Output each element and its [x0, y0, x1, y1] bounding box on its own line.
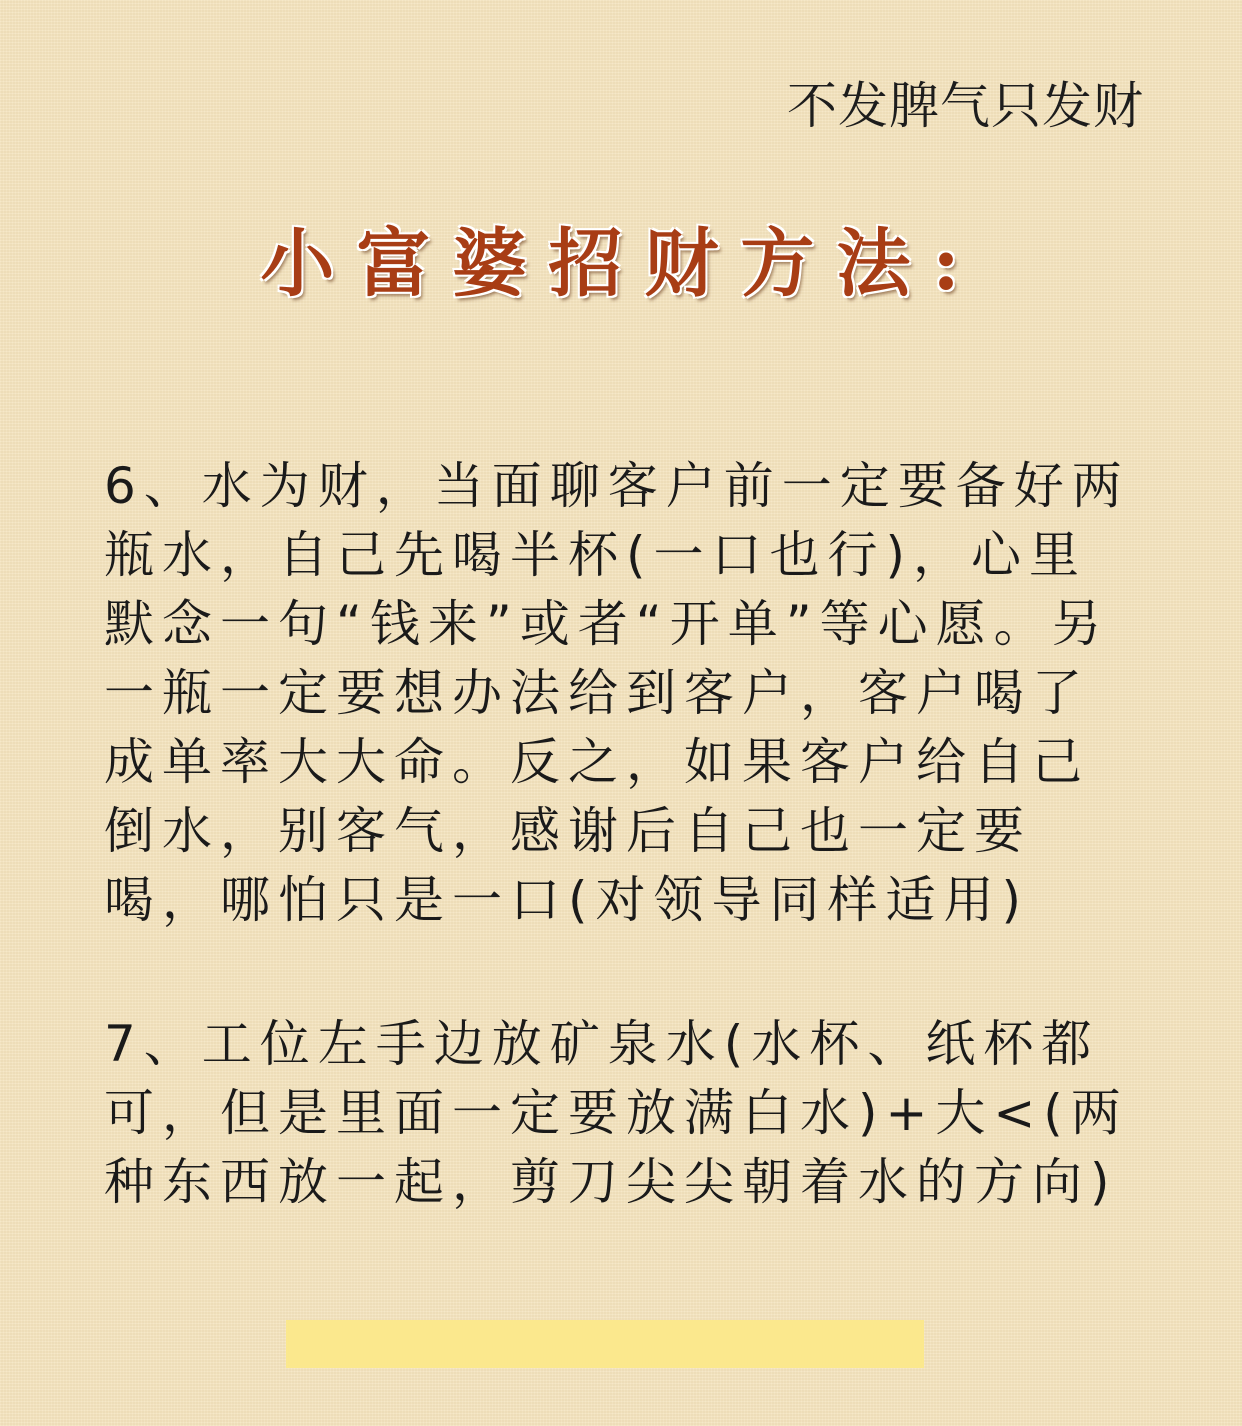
tip-paragraph-6: 6、水为财，当面聊客户前一定要备好两瓶水，自己先喝半杯(一口也行)，心里默念一句“钱来”或者“开单”等心愿。另一瓶一定要想办法给到客户，客户喝了成单率大大命。反之，如果客户给自己倒水，别客气，感谢后自己也一定要喝，哪怕只是一口(对领导同样适用) [104, 457, 1130, 929]
tip-paragraph-7: 7、工位左手边放矿泉水(水杯、纸杯都可，但是里面一定要放满白水)+大<(两种东西放一起，剪刀尖尖朝着水的方向) [104, 1015, 1129, 1211]
watermark-text: 不发脾气只发财 [787, 77, 1144, 135]
page-title: 小富婆招财方法: [260, 221, 982, 307]
highlight-bar [286, 1320, 924, 1368]
